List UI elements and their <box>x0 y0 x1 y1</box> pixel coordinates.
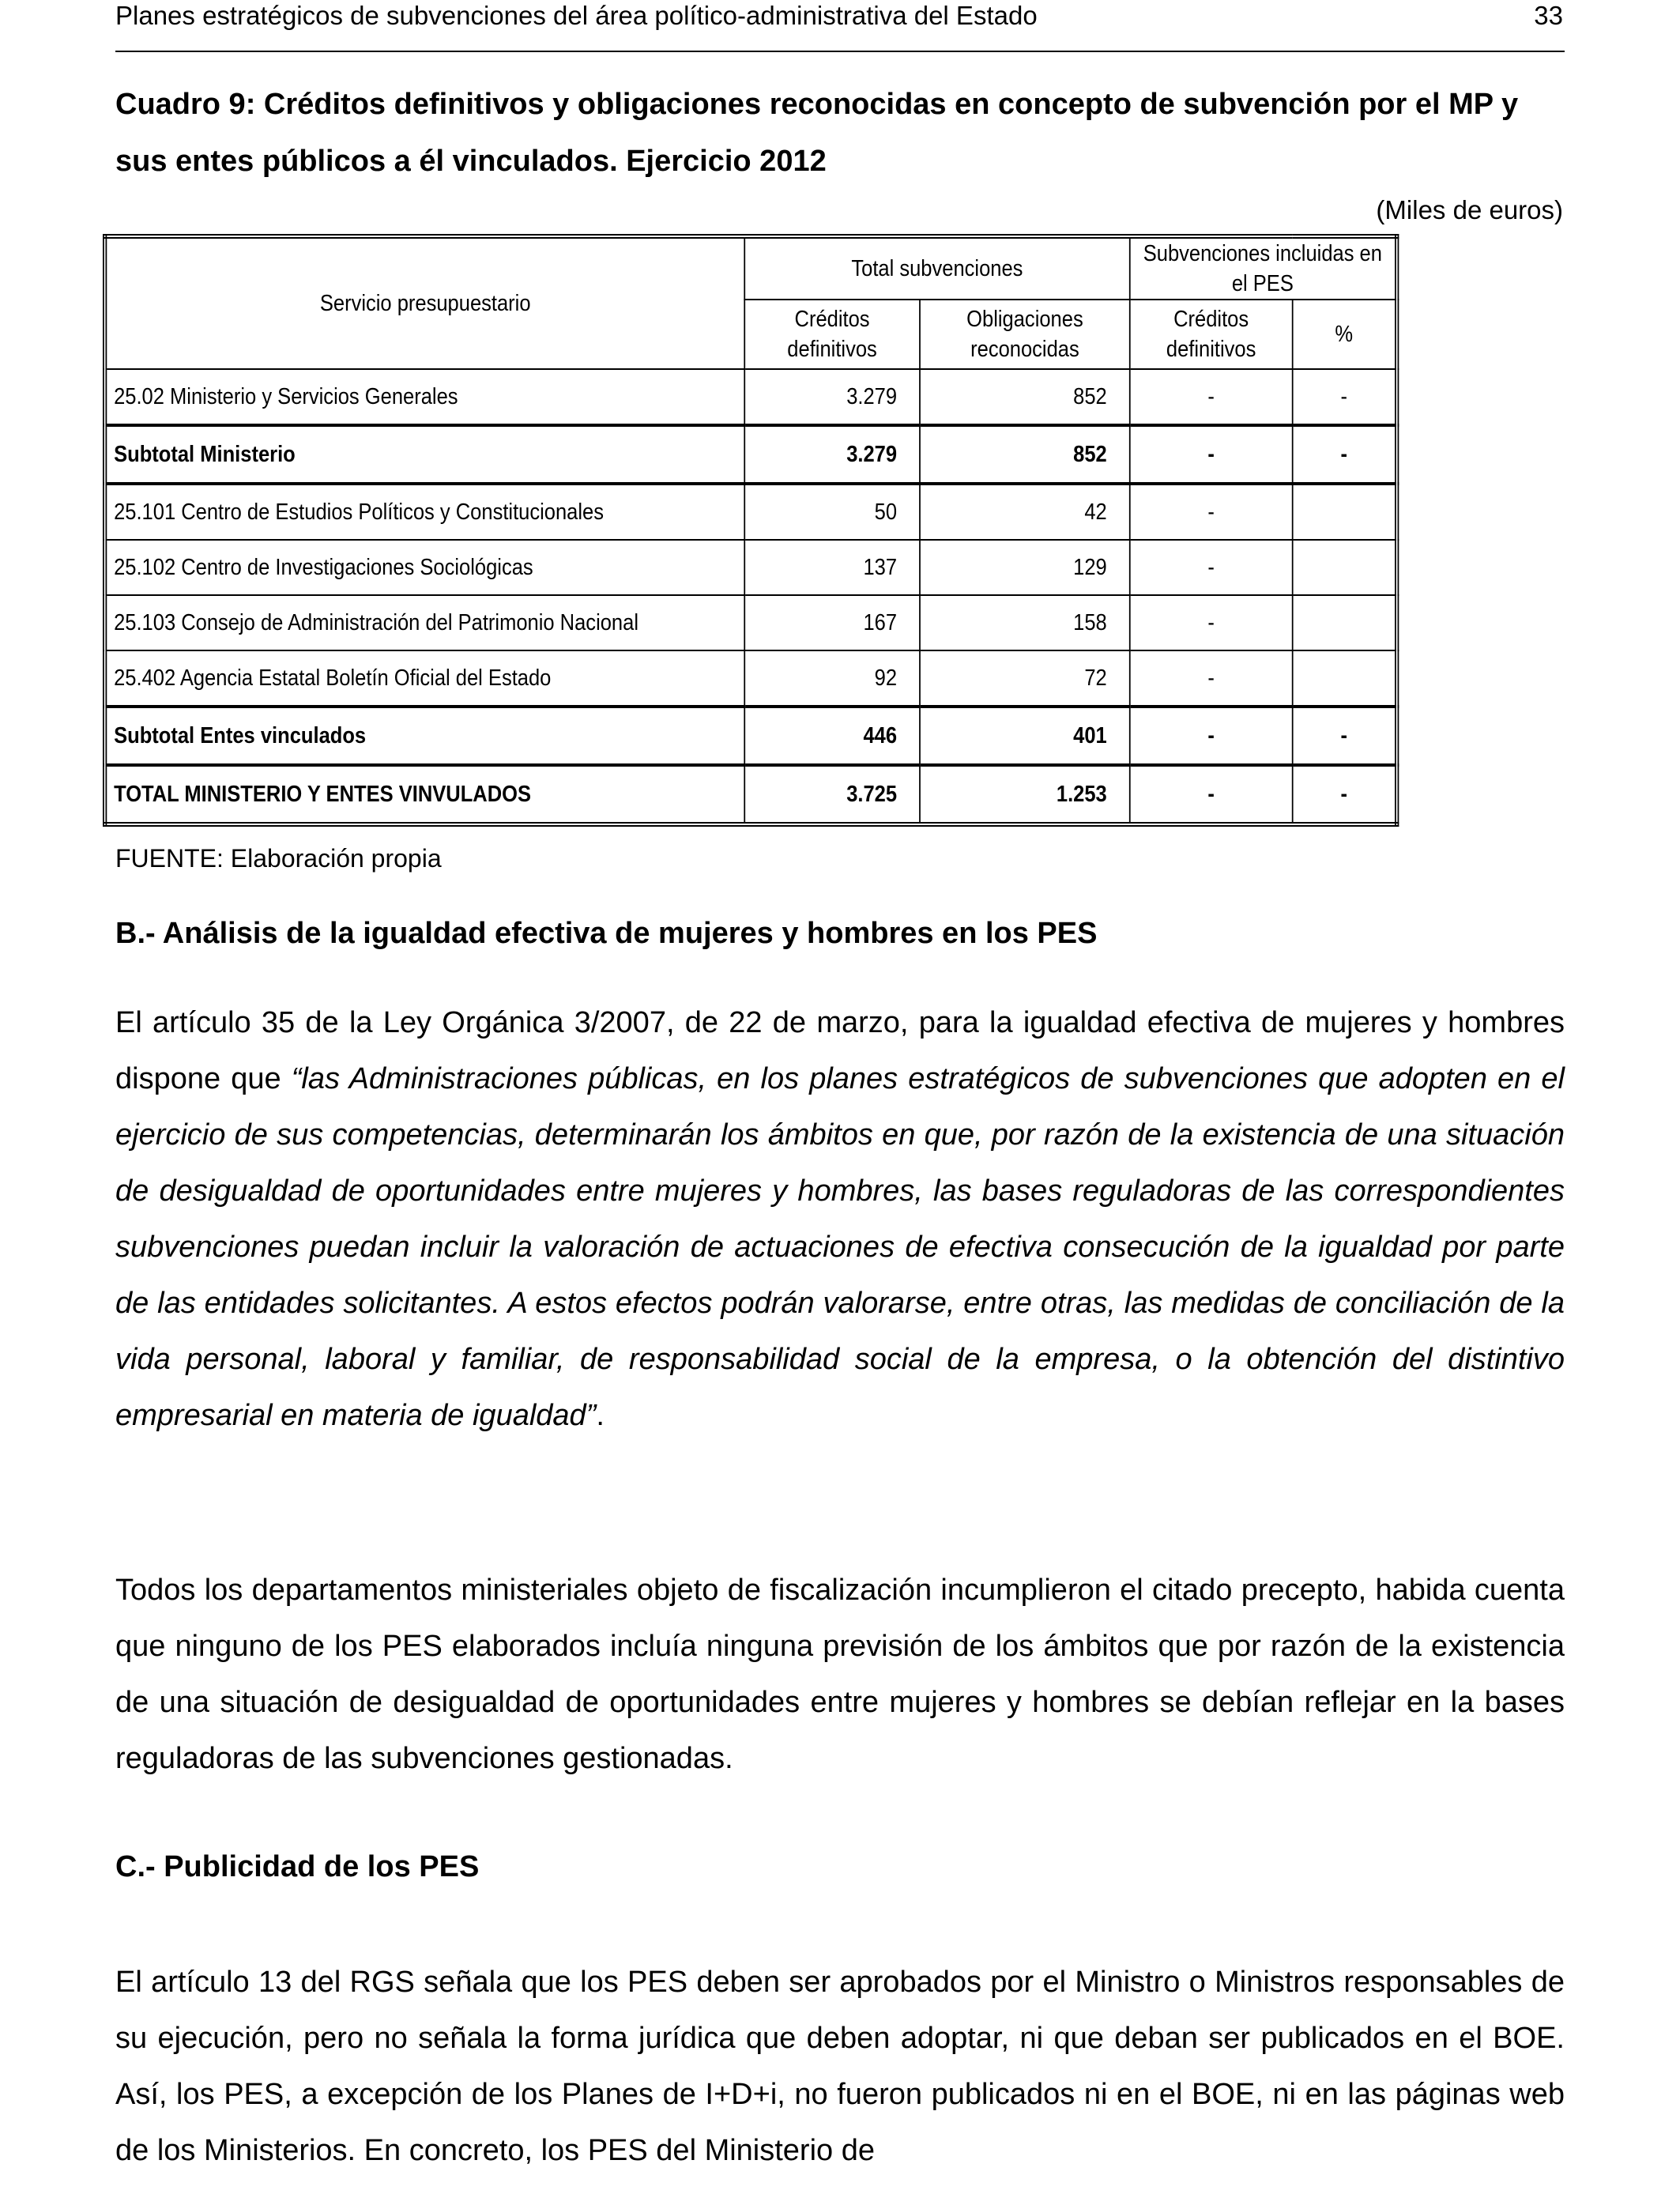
cell-percent <box>1292 595 1396 650</box>
cell-creditos: 92 <box>744 650 920 707</box>
table-row <box>105 540 1397 595</box>
cell-creditos-pes: - <box>1130 707 1293 765</box>
cell-percent: - <box>1292 425 1396 484</box>
cell-obligaciones: 852 <box>920 369 1130 425</box>
section-c-heading: C.- Publicidad de los PES <box>115 1850 480 1883</box>
running-header <box>115 0 1565 52</box>
cell-creditos: 3.725 <box>744 765 920 824</box>
page-number: 33 <box>1534 1 1563 30</box>
table-row-total <box>105 765 1397 824</box>
cell-creditos: 137 <box>744 540 920 595</box>
header-pes-group: Subvenciones incluidas en el PES <box>1130 236 1397 300</box>
cell-creditos-pes: - <box>1130 650 1293 707</box>
cell-obligaciones: 42 <box>920 484 1130 540</box>
header-service: Servicio presupuestario <box>105 236 744 369</box>
cell-creditos-pes: - <box>1130 595 1293 650</box>
table-row <box>105 650 1397 707</box>
table-row <box>105 595 1397 650</box>
cell-creditos: 446 <box>744 707 920 765</box>
header-obligaciones: Obligaciones reconocidas <box>920 300 1130 369</box>
paragraph-intro: El artículo 35 de la Ley Orgánica 3/2007, de 22 de marzo, para la igualdad efectiva de mujeres y hombres dispone que <box>115 1006 1565 1095</box>
cell-creditos: 50 <box>744 484 920 540</box>
header-total-group: Total subvenciones <box>744 236 1130 300</box>
cell-obligaciones: 852 <box>920 425 1130 484</box>
cell-obligaciones: 129 <box>920 540 1130 595</box>
paragraph-end: . <box>596 1399 605 1432</box>
cell-obligaciones: 72 <box>920 650 1130 707</box>
cell-service: 25.02 Ministerio y Servicios Generales <box>105 369 744 425</box>
cell-creditos: 3.279 <box>744 425 920 484</box>
table-units: (Miles de euros) <box>1376 195 1563 224</box>
cell-service: 25.402 Agencia Estatal Boletín Oficial del Estado <box>105 650 744 707</box>
cell-percent: - <box>1292 765 1396 824</box>
cell-service: 25.101 Centro de Estudios Políticos y Constitucionales <box>105 484 744 540</box>
law-quote: “las Administraciones públicas, en los planes estratégicos de subvenciones que adopten en el ejercicio de sus competencias, determinarán los ámbitos en que, por razón de la existencia de una situación de desigualdad de oportunidades entre mujeres y hombres, las bases reguladoras de las correspondientes subvenciones puedan incluir la valoración de actuaciones de efectiva consecución de la igualdad por parte de las entidades solicitantes. A estos efectos podrán valorarse, entre otras, las medidas de conciliación de la vida personal, laboral y familiar, de responsabilidad social de la empresa, o la obtención del distintivo empresarial en materia de igualdad” <box>115 1062 1565 1432</box>
cell-obligaciones: 1.253 <box>920 765 1130 824</box>
running-title: Planes estratégicos de subvenciones del área político-administrativa del Estado <box>115 1 1038 30</box>
cell-creditos-pes: - <box>1130 369 1293 425</box>
cell-service: Subtotal Entes vinculados <box>105 707 744 765</box>
cell-percent <box>1292 540 1396 595</box>
cell-creditos: 167 <box>744 595 920 650</box>
cell-creditos-pes: - <box>1130 540 1293 595</box>
header-creditos-pes: Créditos definitivos <box>1130 300 1293 369</box>
cell-service: 25.102 Centro de Investigaciones Sociológicas <box>105 540 744 595</box>
cell-creditos: 3.279 <box>744 369 920 425</box>
section-c-paragraph-1: El artículo 13 del RGS señala que los PES deben ser aprobados por el Ministro o Ministros responsables de su ejecución, pero no señala la forma jurídica que deben adoptar, ni que deban ser publicados en el BOE. Así, los PES, a excepción de los Planes de I+D+i, no fueron publicados ni en el BOE, ni en las páginas web de los Ministerios. En concreto, los PES del Ministerio de <box>115 1966 1565 2167</box>
section-b-heading: B.- Análisis de la igualdad efectiva de mujeres y hombres en los PES <box>115 917 1098 950</box>
cell-creditos-pes: - <box>1130 425 1293 484</box>
section-b-paragraph-2: Todos los departamentos ministeriales objeto de fiscalización incumplieron el citado precepto, habida cuenta que ninguno de los PES elaborados incluía ninguna previsión de los ámbitos que por razón de la existencia de una situación de desigualdad de oportunidades entre mujeres y hombres se debían reflejar en la bases reguladoras de las subvenciones gestionadas. <box>115 1574 1565 1775</box>
cell-percent: - <box>1292 369 1396 425</box>
table-source: FUENTE: Elaboración propia <box>115 844 442 873</box>
cell-service: 25.103 Consejo de Administración del Patrimonio Nacional <box>105 595 744 650</box>
table-row-subtotal <box>105 707 1397 765</box>
table-row <box>105 484 1397 540</box>
cell-percent <box>1292 650 1396 707</box>
cell-obligaciones: 401 <box>920 707 1130 765</box>
table-row <box>105 369 1397 425</box>
subsidies-table <box>103 234 1399 827</box>
section-b-paragraph-1 <box>115 995 1565 1444</box>
cell-creditos-pes: - <box>1130 765 1293 824</box>
cell-percent: - <box>1292 707 1396 765</box>
cell-percent <box>1292 484 1396 540</box>
cell-obligaciones: 158 <box>920 595 1130 650</box>
header-creditos: Créditos definitivos <box>744 300 920 369</box>
table-row-subtotal <box>105 425 1397 484</box>
cell-service: TOTAL MINISTERIO Y ENTES VINVULADOS <box>105 765 744 824</box>
header-percent: % <box>1292 300 1396 369</box>
cell-service: Subtotal Ministerio <box>105 425 744 484</box>
table-caption: Cuadro 9: Créditos definitivos y obligaciones reconocidas en concepto de subvención por el MP y sus entes públicos a él vinculados. Ejercicio 2012 <box>115 88 1519 178</box>
cell-creditos-pes: - <box>1130 484 1293 540</box>
